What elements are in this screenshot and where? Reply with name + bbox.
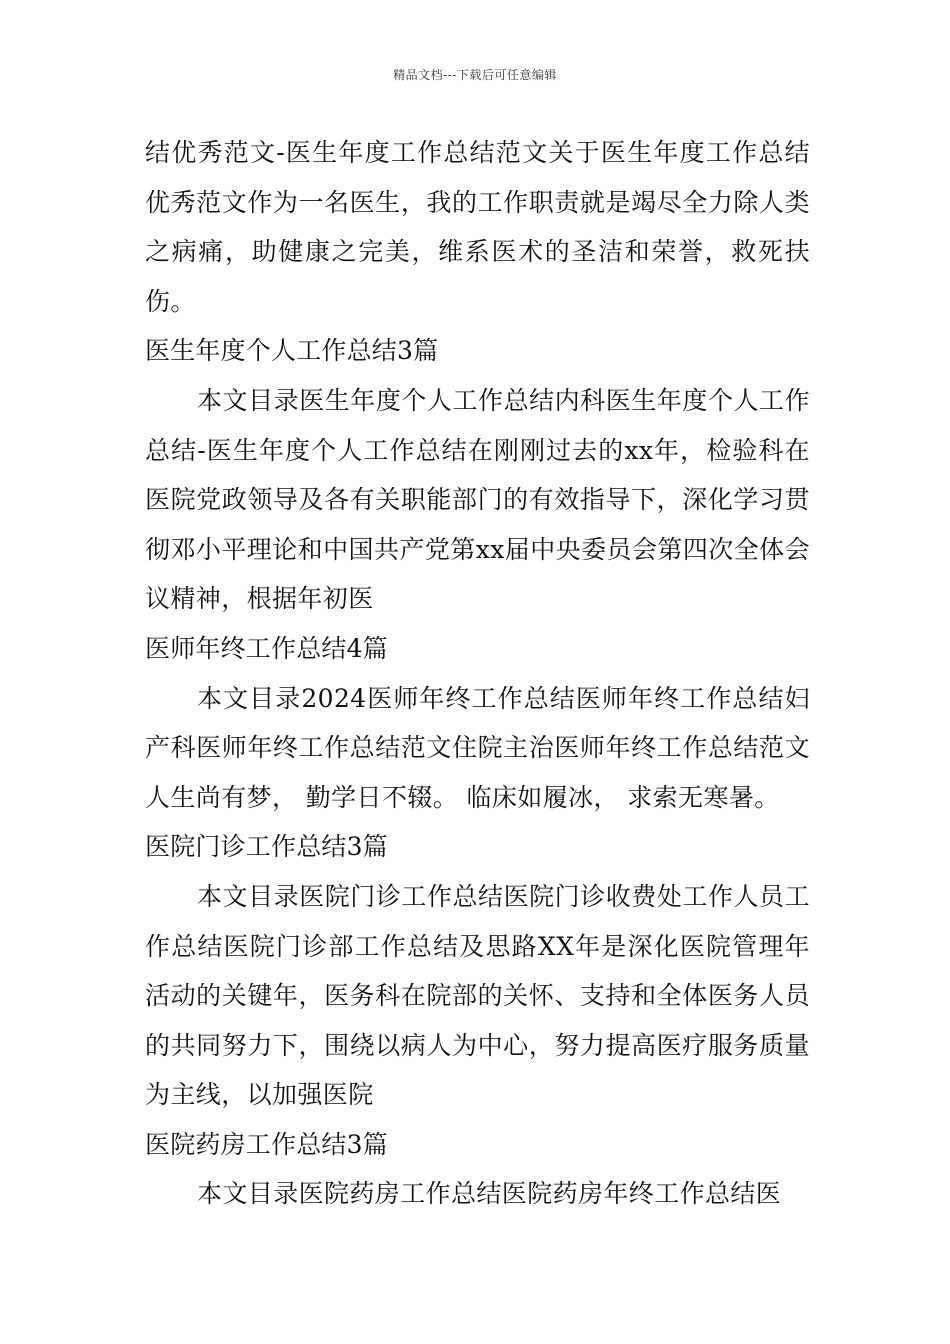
paragraph: 本文目录医院门诊工作总结医院门诊收费处工作人员工作总结医院门诊部工作总结及思路XX年是深化医院管理年活动的关键年，医务科在院部的关怀、支持和全体医务人员的共同努力下，围绕以病人为中心，努力提高医疗服务质量为主线，以加强医院 xyxy=(145,881,810,1110)
paragraph: 本文目录2024医师年终工作总结医师年终工作总结妇产科医师年终工作总结范文住院主治医师年终工作总结范文人生尚有梦， 勤学日不辍。 临床如履冰， 求索无寒暑。 xyxy=(145,683,810,812)
section-heading: 医院药房工作总结3篇 xyxy=(145,1129,388,1159)
paragraph: 本文目录医生年度个人工作总结内科医生年度个人工作总结-医生年度个人工作总结在刚刚过去的xx年，检验科在医院党政领导及各有关职能部门的有效指导下，深化学习贯彻邓小平理论和中国共产党第xx届中央委员会第四次全体会议精神，根据年初医 xyxy=(145,385,810,614)
section-heading: 医师年终工作总结4篇 xyxy=(145,633,388,663)
paragraph: 本文目录医院药房工作总结医院药房年终工作总结医 xyxy=(197,1179,782,1209)
document-body xyxy=(145,128,810,1219)
paragraph-intro: 结优秀范文-医生年度工作总结范文关于医生年度工作总结优秀范文作为一名医生，我的工作职责就是竭尽全力除人类之病痛，助健康之完美，维系医术的圣洁和荣誉，救死扶伤。 xyxy=(145,138,810,316)
section-heading: 医院门诊工作总结3篇 xyxy=(145,832,388,862)
page-header: 精品文档---下载后可任意编辑 xyxy=(393,68,557,82)
section-heading: 医生年度个人工作总结3篇 xyxy=(145,336,439,366)
